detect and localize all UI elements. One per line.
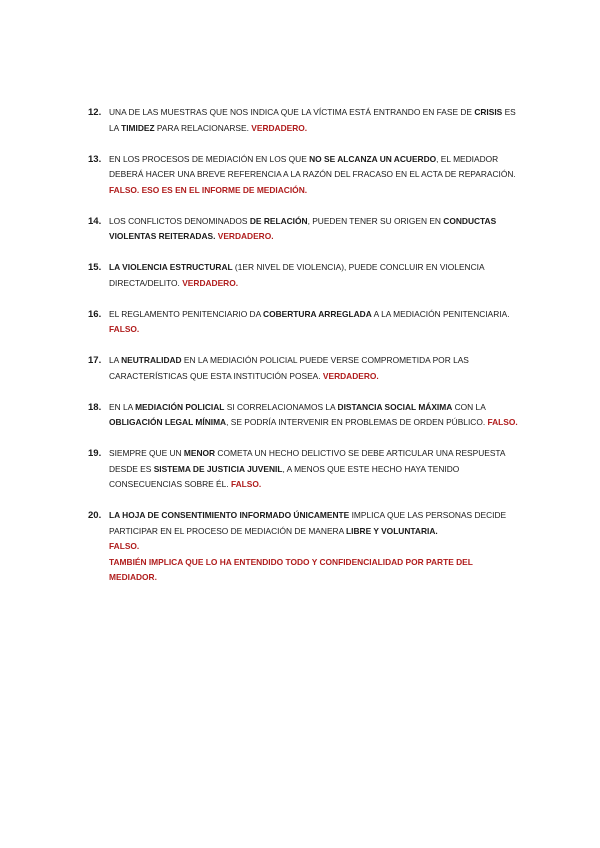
answer-text: FALSO. xyxy=(109,324,140,334)
answer-text: FALSO. xyxy=(109,541,140,551)
item-text xyxy=(109,446,520,493)
answer-text: VERDADERO. xyxy=(251,122,308,133)
bold-term: MEDIACIÓN POLICIAL xyxy=(135,401,225,412)
item-number: 19. xyxy=(88,448,102,459)
statement-text: , PUEDEN TENER SU ORIGEN EN xyxy=(307,215,444,226)
list-item xyxy=(88,260,520,291)
item-text xyxy=(109,260,520,291)
item-text xyxy=(109,353,520,384)
statement-text: ES LA xyxy=(109,107,516,133)
bold-term: NEUTRALIDAD xyxy=(121,355,182,365)
answer-text: VERDADERO. xyxy=(217,231,274,241)
statement-text: , SE PODRÍA INTERVENIR EN PROBLEMAS DE ORDEN PÚBLICO. xyxy=(226,417,488,427)
bold-term: LA HOJA DE CONSENTIMIENTO INFORMADO ÚNICAMENTE xyxy=(109,510,350,520)
item-number: 17. xyxy=(88,355,102,366)
item-number: 20. xyxy=(88,510,102,521)
answer-text: FALSO. xyxy=(230,479,262,489)
item-text xyxy=(109,214,520,245)
statement-text: EN LA xyxy=(109,401,136,412)
statement-text: , A MENOS QUE ESTE HECHO HAYA TENIDO CONSECUENCIAS SOBRE ÉL. xyxy=(109,463,460,489)
statement-text: A LA MEDIACIÓN PENITENCIARIA. xyxy=(371,308,510,319)
answer-text: FALSO. ESO ES EN EL INFORME DE MEDIACIÓN. xyxy=(109,184,308,195)
list-item xyxy=(88,105,520,136)
bold-term: MENOR xyxy=(183,448,216,458)
statement-text: LA xyxy=(109,355,122,365)
statement-text: EN LOS PROCESOS DE MEDIACIÓN EN LOS QUE xyxy=(109,153,310,164)
item-text xyxy=(109,105,520,136)
statement-text: UNA DE LAS MUESTRAS QUE NOS INDICA QUE LA VÍCTIMA ESTÁ ENTRANDO EN FASE DE xyxy=(109,107,475,117)
item-text xyxy=(109,400,520,431)
statement-text: IMPLICA QUE LAS PERSONAS DECIDE PARTICIPAR EN EL PROCESO DE MEDIACIÓN DE MANERA xyxy=(109,510,507,536)
list-item xyxy=(88,508,520,586)
statement-text: SI CORRELACIONAMOS LA xyxy=(224,401,338,412)
item-number: 16. xyxy=(88,308,102,320)
bold-term: COBERTURA ARREGLADA xyxy=(263,308,372,319)
bold-term: DISTANCIA SOCIAL MÁXIMA xyxy=(337,401,453,412)
bold-term: OBLIGACIÓN LEGAL MÍNIMA xyxy=(109,417,227,427)
item-number: 18. xyxy=(88,401,102,413)
bold-term: LIBRE Y VOLUNTARIA. xyxy=(346,525,438,536)
list-item xyxy=(88,152,520,199)
list-item xyxy=(88,214,520,245)
bold-term: DE RELACIÓN xyxy=(249,215,308,226)
answer-text: FALSO. xyxy=(487,417,518,427)
item-text xyxy=(109,152,520,199)
bold-term: CONDUCTAS VIOLENTAS REITERADAS. xyxy=(109,215,497,241)
answer-text: VERDADERO. xyxy=(182,277,239,288)
statement-text: EN LA MEDIACIÓN POLICIAL PUEDE VERSE COMPROMETIDA POR LAS CARACTERÍSTICAS QUE ESTA INSTITUCIÓN POSEA. xyxy=(109,355,469,381)
statement-text: LOS CONFLICTOS DENOMINADOS xyxy=(109,215,250,226)
item-text xyxy=(109,508,520,586)
statement-text: (1ER NIVEL DE VIOLENCIA), PUEDE CONCLUIR EN VIOLENCIA DIRECTA/DELITO. xyxy=(109,262,485,288)
statement-text: CON LA xyxy=(452,401,486,412)
bold-term: TIMIDEZ xyxy=(121,122,155,133)
statement-text: SIEMPRE QUE UN xyxy=(109,448,184,458)
bold-term: SISTEMA DE JUSTICIA JUVENIL xyxy=(153,463,283,474)
bold-term: CRISIS xyxy=(474,107,503,117)
item-text xyxy=(109,307,520,338)
question-list xyxy=(88,105,520,601)
statement-text: PARA RELACIONARSE. xyxy=(154,122,252,133)
statement-text: , EL MEDIADOR DEBERÁ HACER UNA BREVE REFERENCIA A LA RAZÓN DEL FRACASO EN EL ACTA DE REPARACIÓN. xyxy=(109,153,516,179)
statement-text: COMETA UN HECHO DELICTIVO SE DEBE ARTICULAR UNA RESPUESTA DESDE ES xyxy=(109,448,506,474)
list-item xyxy=(88,400,520,431)
bold-term: LA VIOLENCIA ESTRUCTURAL xyxy=(109,262,233,272)
bold-term: NO SE ALCANZA UN ACUERDO xyxy=(309,153,437,164)
answer-text: TAMBIÉN IMPLICA QUE LO HA ENTENDIDO TODO Y CONFIDENCIALIDAD POR PARTE DEL MEDIADOR. xyxy=(109,556,473,582)
item-number: 13. xyxy=(88,153,102,165)
list-item xyxy=(88,446,520,493)
answer-text: VERDADERO. xyxy=(322,370,379,381)
list-item xyxy=(88,307,520,338)
item-number: 15. xyxy=(88,262,102,273)
statement-text: EL REGLAMENTO PENITENCIARIO DA xyxy=(109,308,264,319)
item-number: 12. xyxy=(88,107,102,118)
item-number: 14. xyxy=(88,215,102,227)
list-item xyxy=(88,353,520,384)
